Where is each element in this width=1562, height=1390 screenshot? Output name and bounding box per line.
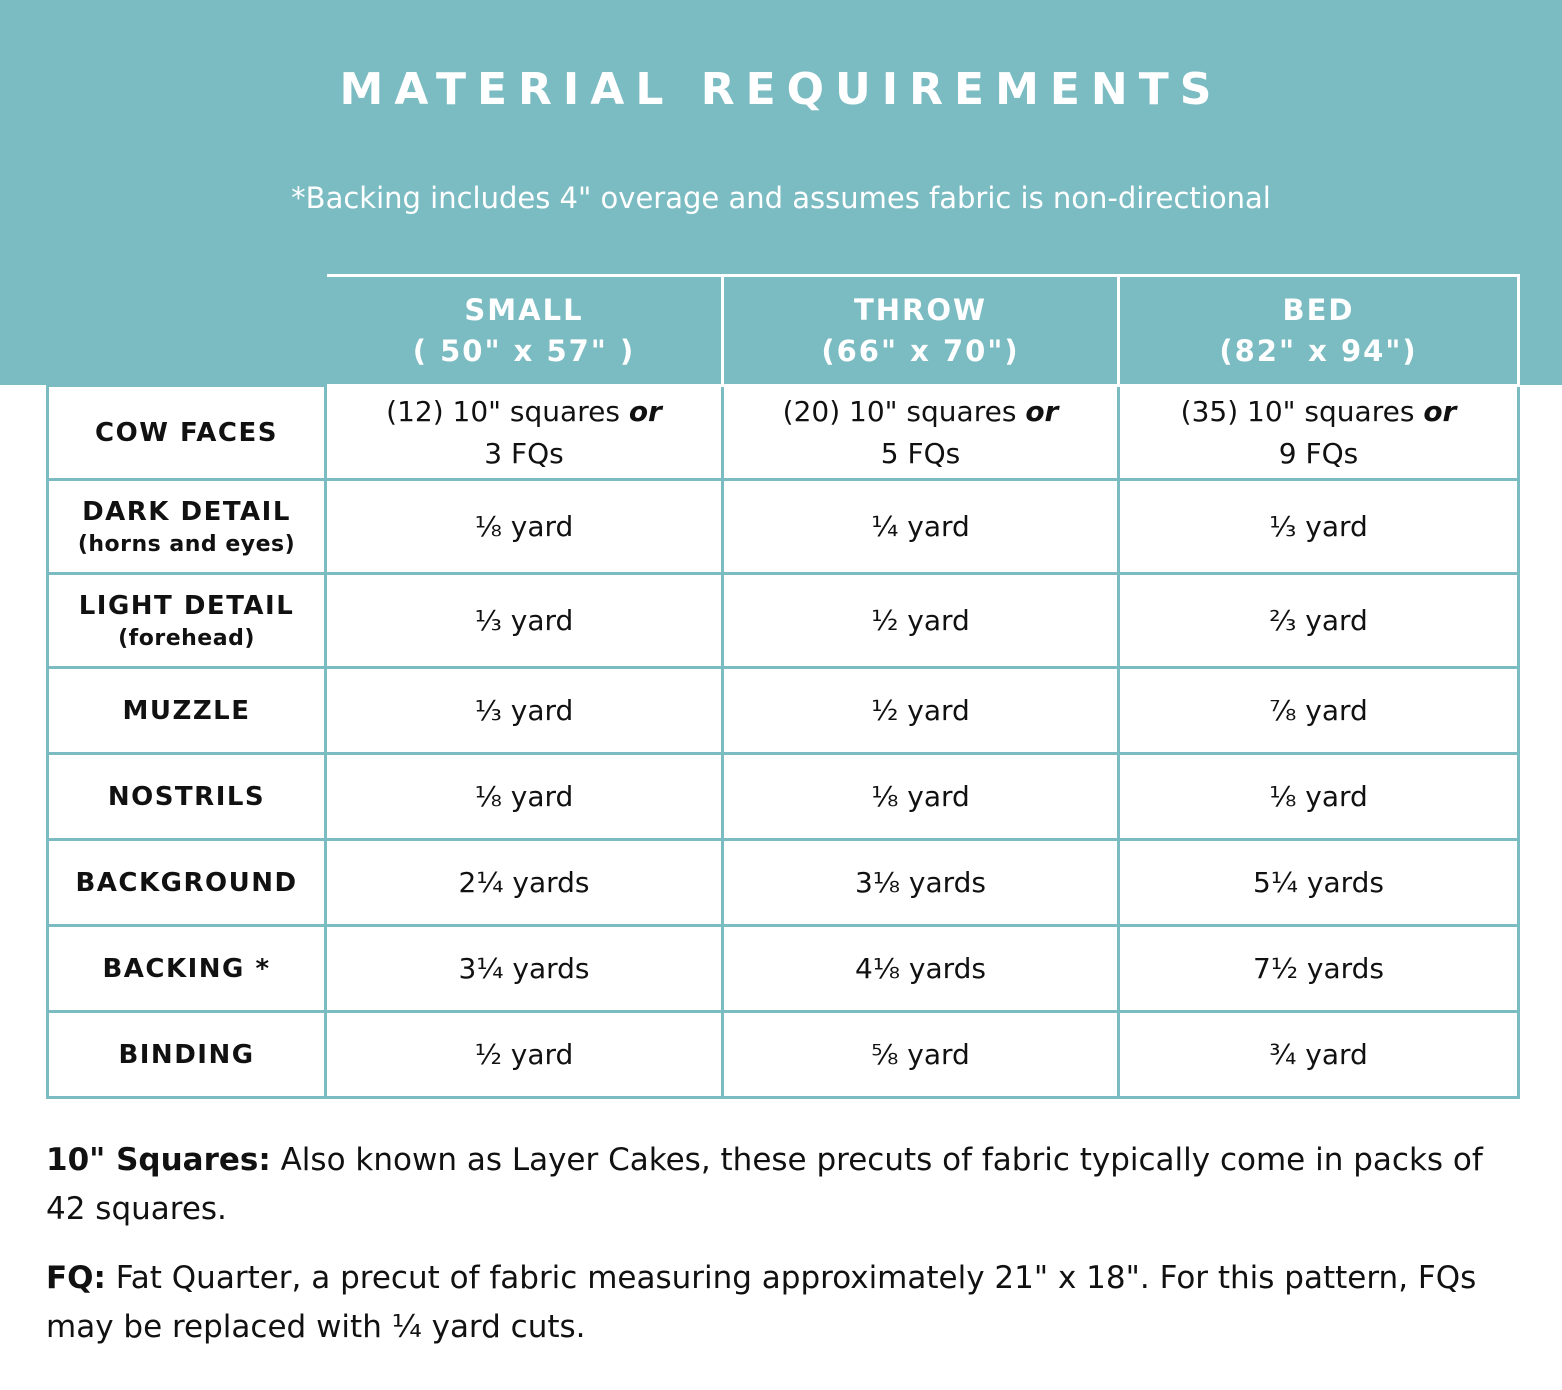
table-row — [48, 754, 1519, 840]
table-header-row — [48, 276, 1519, 386]
table-row — [48, 1012, 1519, 1098]
column-size: (82" x 94") — [1219, 333, 1418, 368]
table-cell: ⅛ yard — [326, 754, 723, 840]
table-row — [48, 574, 1519, 668]
table-row — [48, 840, 1519, 926]
requirements-table — [46, 274, 1520, 1099]
row-label-cow-faces: COW FACES — [48, 386, 326, 480]
row-label-muzzle: MUZZLE — [48, 668, 326, 754]
footnotes — [46, 1136, 1526, 1372]
row-label-background: BACKGROUND — [48, 840, 326, 926]
table-cell: (12) 10" squares or 3 FQs — [326, 386, 723, 480]
table-cell: 3¼ yards — [326, 926, 723, 1012]
backing-note: *Backing includes 4" overage and assumes fabric is non-directional — [291, 181, 1271, 215]
table-cell: ½ yard — [723, 668, 1119, 754]
table-cell: ⅛ yard — [1119, 754, 1519, 840]
table-cell: ⅝ yard — [723, 1012, 1119, 1098]
row-label-dark-detail: DARK DETAIL (horns and eyes) — [48, 480, 326, 574]
table-cell: 7½ yards — [1119, 926, 1519, 1012]
table-cell: ⅔ yard — [1119, 574, 1519, 668]
table-cell: (35) 10" squares or 9 FQs — [1119, 386, 1519, 480]
column-name: BED — [1282, 292, 1355, 327]
column-header-small — [326, 276, 723, 386]
table-cell: ⅛ yard — [723, 754, 1119, 840]
page-title: MATERIAL REQUIREMENTS — [339, 64, 1223, 115]
column-name: SMALL — [464, 292, 584, 327]
table-cell: ⅓ yard — [326, 574, 723, 668]
table-cell: 2¼ yards — [326, 840, 723, 926]
row-label-nostrils: NOSTRILS — [48, 754, 326, 840]
table-cell: ½ yard — [723, 574, 1119, 668]
table-cell: ⅓ yard — [326, 668, 723, 754]
table-row — [48, 386, 1519, 480]
table-cell: ¼ yard — [723, 480, 1119, 574]
column-header-throw — [723, 276, 1119, 386]
table-cell: 4⅛ yards — [723, 926, 1119, 1012]
table-row — [48, 480, 1519, 574]
column-size: (66" x 70") — [821, 333, 1020, 368]
note-fat-quarter: FQ: Fat Quarter, a precut of fabric measuring approximately 21" x 18". For this pattern, FQs may be replaced with ¼ yard cuts. — [46, 1260, 1477, 1345]
table-cell: ⅛ yard — [326, 480, 723, 574]
row-label-backing: BACKING * — [48, 926, 326, 1012]
table-cell: ½ yard — [326, 1012, 723, 1098]
table-cell: ⅞ yard — [1119, 668, 1519, 754]
table-row — [48, 926, 1519, 1012]
row-label-light-detail: LIGHT DETAIL (forehead) — [48, 574, 326, 668]
table-cell: ⅓ yard — [1119, 480, 1519, 574]
column-name: THROW — [853, 292, 988, 327]
row-label-binding: BINDING — [48, 1012, 326, 1098]
table-row — [48, 668, 1519, 754]
table-cell: 5¼ yards — [1119, 840, 1519, 926]
table-cell: 3⅛ yards — [723, 840, 1119, 926]
column-size: ( 50" x 57" ) — [412, 333, 636, 368]
table-cell: ¾ yard — [1119, 1012, 1519, 1098]
table-corner — [48, 276, 326, 386]
column-header-bed — [1119, 276, 1519, 386]
table-cell: (20) 10" squares or 5 FQs — [723, 386, 1119, 480]
note-10-inch-squares: 10" Squares: Also known as Layer Cakes, these precuts of fabric typically come in packs of 42 squares. — [46, 1142, 1483, 1227]
